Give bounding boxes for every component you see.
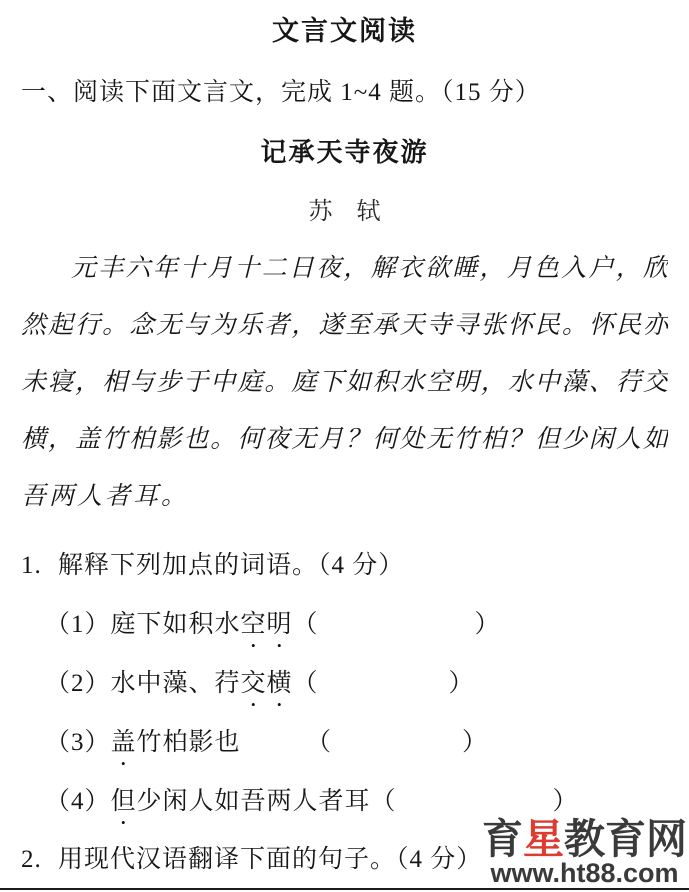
passage-line: 吾两人者耳。: [21, 483, 190, 510]
question-1-number: 1.: [21, 552, 42, 579]
item-3-emphasized-word: 盖: [110, 729, 137, 756]
question-2-number: 2.: [21, 846, 42, 873]
question-1-text: 解释下列加点的词语。（4 分）: [58, 552, 405, 579]
passage-line: 元丰六年十月十二日夜，解衣欲睡，月色入户，欣: [71, 255, 668, 282]
item-4-answer-blank: 少闲人如吾两人者耳（ ）: [136, 788, 579, 815]
passage-author: 苏 轼: [308, 199, 381, 225]
item-4-text-pre: （4）: [45, 788, 111, 815]
passage-title: 记承天寺夜游: [260, 138, 429, 167]
section-heading: 一、阅读下面文言文，完成 1~4 题。（15 分）: [21, 79, 541, 106]
item-1-text-pre: （1）庭下如积水: [45, 611, 241, 638]
question-1-item-2: [21, 654, 668, 713]
question-1: [21, 537, 668, 595]
watermark-brand-highlight: 星: [523, 816, 564, 862]
passage-line: 横，盖竹柏影也。何夜无月？何处无竹柏？但少闲人如: [21, 426, 668, 453]
item-2-text-pre: （2）水中藻、荇: [45, 670, 241, 697]
watermark-url: www.ht88.com: [490, 858, 679, 888]
watermark-brand: [482, 816, 687, 862]
item-3-answer-blank: 竹柏影也 （ ）: [136, 729, 489, 756]
item-1-emphasized-word: 空明: [240, 611, 293, 638]
watermark-brand-part2: 教育网: [564, 816, 687, 862]
question-1-item-1: [21, 595, 668, 654]
passage-body: [21, 240, 668, 525]
watermark-logo: [482, 816, 687, 888]
watermark-brand-part1: 育: [482, 816, 523, 862]
item-1-answer-blank: （ ）: [292, 611, 501, 638]
passage-line: 未寝，相与步于中庭。庭下如积水空明，水中藻、荇交: [21, 369, 668, 396]
item-2-answer-blank: （ ）: [292, 670, 475, 697]
question-2-text: 用现代汉语翻译下面的句子。（4 分）: [58, 846, 483, 873]
item-2-emphasized-word: 交横: [240, 670, 293, 697]
item-4-emphasized-word: 但: [110, 788, 137, 815]
page-title: 文言文阅读: [272, 16, 417, 46]
question-1-item-3: [21, 713, 668, 772]
bottom-divider: [0, 888, 689, 890]
passage-line: 然起行。念无与为乐者，遂至承天寺寻张怀民。怀民亦: [21, 312, 668, 339]
item-3-text-pre: （3）: [45, 729, 111, 756]
